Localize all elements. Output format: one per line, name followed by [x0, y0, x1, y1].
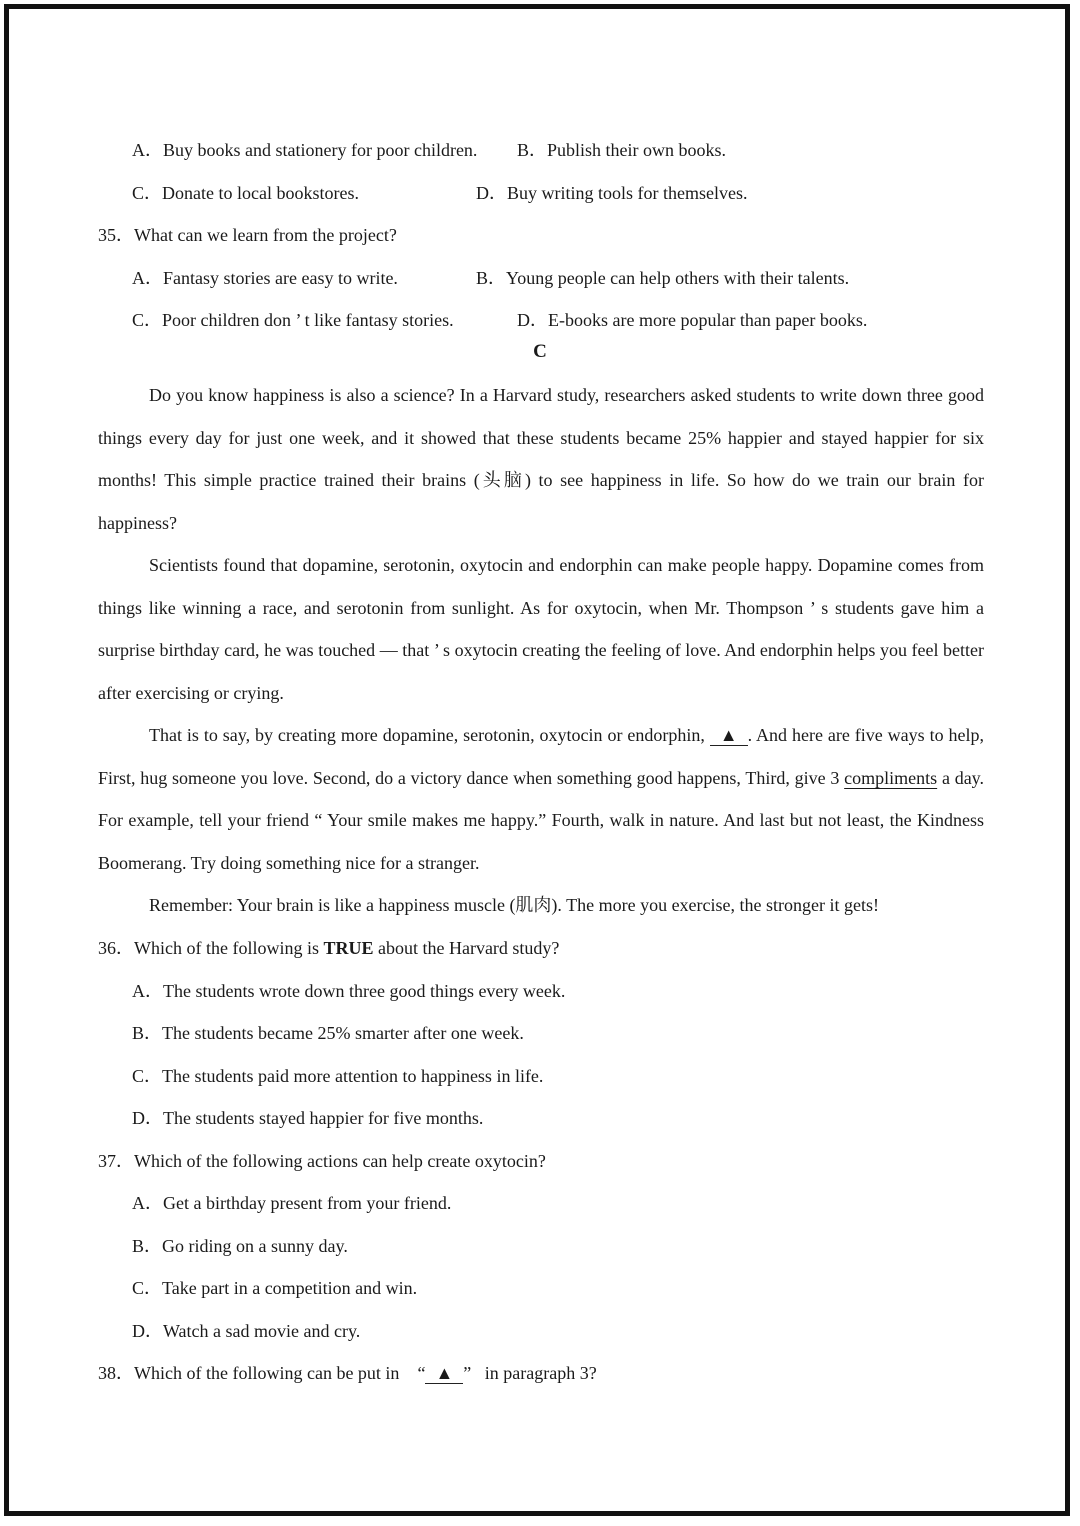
q36-stem-bold: TRUE [323, 938, 374, 958]
q35-option-d: D．E-books are more popular than paper books. [517, 310, 868, 330]
q37-option-d: D．Watch a sad movie and cry. [132, 1321, 361, 1341]
q37-option-c: C．Take part in a competition and win. [132, 1278, 418, 1298]
q37-option-b: B．Go riding on a sunny day. [132, 1236, 348, 1256]
paragraph-1-text: Do you know happiness is also a science? In a Harvard study, researchers asked students to write down three good things every day for just one week, and it showed that these students became 25% happier and stayed happier for six months! This simple practice trained their brains (头脑) to see happiness in life. So how do we train our brain for happiness? [98, 385, 984, 533]
section-heading: C [533, 341, 547, 362]
answer-blank: ▲ [710, 725, 748, 746]
q37-option-a: A．Get a birthday present from your friend. [132, 1193, 452, 1213]
q35-option-b: B．Young people can help others with their talents. [476, 268, 850, 288]
q34-option-c: C．Donate to local bookstores. [132, 183, 359, 203]
passage-paragraph-3 [98, 714, 984, 884]
passage-paragraph-1 [98, 374, 984, 544]
q35-option-c: C．Poor children don ’ t like fantasy stories. [132, 310, 454, 330]
q38-close-quote: ” [463, 1363, 472, 1383]
passage-paragraph-2 [98, 544, 984, 714]
q38-open-quote: “ [417, 1363, 426, 1383]
q37-stem: 37．Which of the following actions can help create oxytocin? [98, 1151, 546, 1171]
q36-option-a: A．The students wrote down three good things every week. [132, 981, 566, 1001]
q36-stem-start: 36．Which of the following is [98, 938, 319, 958]
q35-stem: 35．What can we learn from the project? [98, 225, 397, 245]
q38-answer-blank: ▲ [425, 1363, 463, 1384]
q36-stem-end: about the Harvard study? [377, 938, 560, 958]
q34-option-b: B．Publish their own books. [517, 140, 727, 160]
underlined-word: compliments [844, 767, 938, 788]
paragraph-3-text-start: That is to say, by creating more dopamine, serotonin, oxytocin or endorphin, [149, 725, 705, 745]
q38-stem-start: 38．Which of the following can be put in [98, 1363, 400, 1383]
passage-paragraph-4 [98, 884, 984, 927]
q36-option-c: C．The students paid more attention to happiness in life. [132, 1066, 544, 1086]
q38-stem-end: in paragraph 3? [484, 1363, 597, 1383]
q36-option-d: D．The students stayed happier for five months. [132, 1108, 484, 1128]
paragraph-4-text: Remember: Your brain is like a happiness muscle (肌肉). The more you exercise, the stronger it gets! [149, 895, 879, 915]
q36-option-b: B．The students became 25% smarter after one week. [132, 1023, 524, 1043]
paragraph-3-text-middle: . And here are five ways to help, First, hug someone you love. Second, do a victory dance when something good happens, Third, give 3 [98, 725, 985, 788]
paragraph-3-text-end: a day. For example, tell your friend “ Your smile makes me happy.” Fourth, walk in nature. And last but not least, the Kindness Boomerang. Try doing something nice for a stranger. [98, 767, 985, 873]
q36-stem [98, 936, 559, 960]
q34-option-a: A．Buy books and stationery for poor children. [132, 140, 478, 160]
q34-option-d: D．Buy writing tools for themselves. [476, 183, 748, 203]
q35-option-a: A．Fantasy stories are easy to write. [132, 268, 398, 288]
paragraph-2-text: Scientists found that dopamine, serotonin, oxytocin and endorphin can make people happy. Dopamine comes from things like winning a race, and serotonin from sunlight. As for oxytocin, when Mr. Thompson ’ s students gave him a surprise birthday card, he was touched — that ’ s oxytocin creating the feeling of love. And endorphin helps you feel better after exercising or crying. [98, 555, 984, 703]
q38-stem [98, 1361, 597, 1385]
